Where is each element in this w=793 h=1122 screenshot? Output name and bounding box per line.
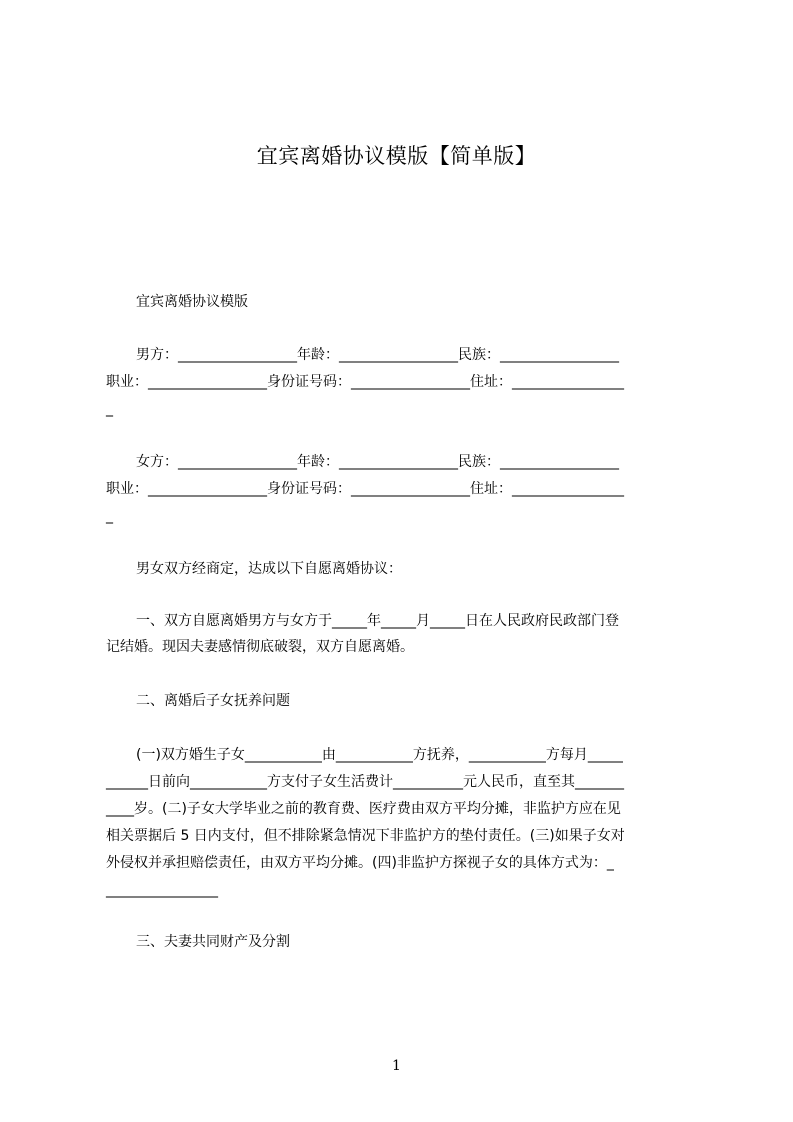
clause-2-line-3: ____岁。(二)子女大学毕业之前的教育费、医疗费由双方平均分摊，非监护方应在见 [106,801,621,817]
female-info-line-2: 职业：_________________身份证号码：_________________住址：________________ [106,481,624,497]
clause-2-line-1: (一)双方婚生子女___________由___________方抚养，___________方每月_____ [136,747,623,763]
agreement-intro: 男女双方经商定，达成以下自愿离婚协议： [136,561,402,577]
female-info-line-1: 女方：_________________年龄：_________________民族：_________________ [136,454,619,470]
female-info-line-3: _ [106,508,113,524]
clause-2-heading: 二、离婚后子女抚养问题 [136,693,290,709]
male-info-line-3: _ [106,401,113,417]
male-info-line-1: 男方：_________________年龄：_________________民族：_________________ [136,347,619,363]
clause-1-line-1: 一、双方自愿离婚男方与女方于_____年_____月_____日在人民政府民政部门登 [136,613,619,629]
male-info-line-2: 职业：_________________身份证号码：_________________住址：________________ [106,374,624,390]
clause-2-line-2: ______日前向___________方支付子女生活费计__________元人民币，直至其_______ [106,774,624,790]
document-subtitle: 宜宾离婚协议模版 [136,294,248,310]
clause-1-line-2: 记结婚。现因夫妻感情彻底破裂，双方自愿离婚。 [106,639,414,655]
clause-2-line-6: ________________ [106,882,218,898]
clause-2-line-4: 相关票据后 5 日内支付，但不排除紧急情况下非监护方的垫付责任。(三)如果子女对 [106,828,625,844]
page-number: 1 [392,1058,401,1074]
clause-3-heading: 三、夫妻共同财产及分割 [136,934,290,950]
document-title: 宜宾离婚协议模版【简单版】 [256,144,537,168]
clause-2-line-5: 外侵权并承担赔偿责任，由双方平均分摊。(四)非监护方探视子女的具体方式为：_ [106,855,614,871]
